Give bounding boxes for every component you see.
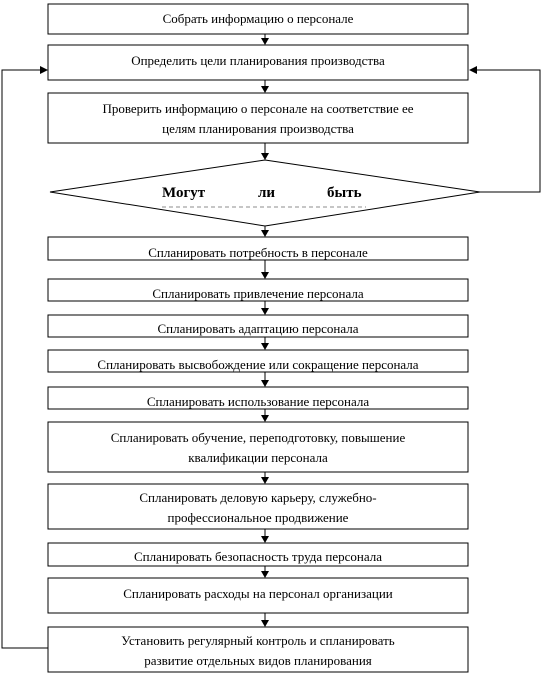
- steps: [48, 4, 468, 672]
- connector-arrowhead-12: [261, 571, 269, 578]
- decision-word-2: ли: [258, 185, 276, 201]
- process-step-8: [48, 387, 468, 409]
- process-step-label: Собрать информацию о персонале: [162, 11, 354, 26]
- decision-word-1: Могут: [162, 185, 206, 201]
- process-step-4: [48, 237, 468, 260]
- loop-back-left-line: [2, 70, 48, 648]
- process-step-label: развитие отдельных видов планирования: [144, 653, 372, 668]
- process-step-label: Спланировать использование персонала: [146, 394, 370, 409]
- process-step-12: [48, 578, 468, 613]
- process-step-label: квалификации персонала: [188, 450, 328, 465]
- decision-word-3: быть: [327, 185, 362, 201]
- process-step-label: Спланировать потребность в персонале: [148, 245, 368, 260]
- process-step-2: [48, 45, 468, 80]
- process-step-13: [48, 627, 468, 672]
- loop-back-right-arrowhead: [469, 66, 477, 74]
- process-step-11: [48, 543, 468, 566]
- process-step-3: [48, 93, 468, 143]
- process-step-label: Спланировать привлечение персонала: [152, 286, 364, 301]
- connector-arrowhead-1: [261, 38, 269, 45]
- process-step-10: [48, 484, 468, 529]
- process-step-1: [48, 4, 468, 34]
- process-step-label: профессиональное продвижение: [167, 510, 349, 525]
- process-step-label: Спланировать безопасность труда персонала: [134, 549, 382, 564]
- process-step-label: Спланировать деловую карьеру, служебно-: [139, 490, 377, 505]
- connector-arrowhead-8: [261, 380, 269, 387]
- loop-back-right-line: [477, 70, 540, 192]
- connector-arrowhead-2: [261, 86, 269, 93]
- process-step-label: Проверить информацию о персонале на соответствие ее: [102, 101, 414, 116]
- loop-back-left-arrowhead: [40, 66, 48, 74]
- process-step-label: Установить регулярный контроль и спланировать: [121, 633, 395, 648]
- process-step-label: Спланировать расходы на персонал организации: [123, 586, 393, 601]
- process-step-6: [48, 315, 468, 337]
- process-step-label: Определить цели планирования производства: [131, 53, 385, 68]
- decision-diamond: [50, 160, 480, 226]
- connector-arrowhead-9: [261, 415, 269, 422]
- process-step-label: Спланировать адаптацию персонала: [157, 321, 359, 336]
- process-step-label: Спланировать высвобождение или сокращение персонала: [97, 357, 419, 372]
- connector-arrowhead-11: [261, 536, 269, 543]
- process-step-7: [48, 350, 468, 372]
- process-step-5: [48, 279, 468, 301]
- connector-arrowhead-4: [261, 230, 269, 237]
- connector-arrowhead-7: [261, 343, 269, 350]
- connector-arrowhead-3: [261, 153, 269, 160]
- process-step-label: Спланировать обучение, переподготовку, повышение: [110, 430, 406, 445]
- process-step-9: [48, 422, 468, 472]
- connector-arrowhead-10: [261, 477, 269, 484]
- process-step-label: целям планирования производства: [162, 121, 354, 136]
- connector-arrowhead-13: [261, 620, 269, 627]
- connector-arrowhead-6: [261, 308, 269, 315]
- connector-arrowhead-5: [261, 272, 269, 279]
